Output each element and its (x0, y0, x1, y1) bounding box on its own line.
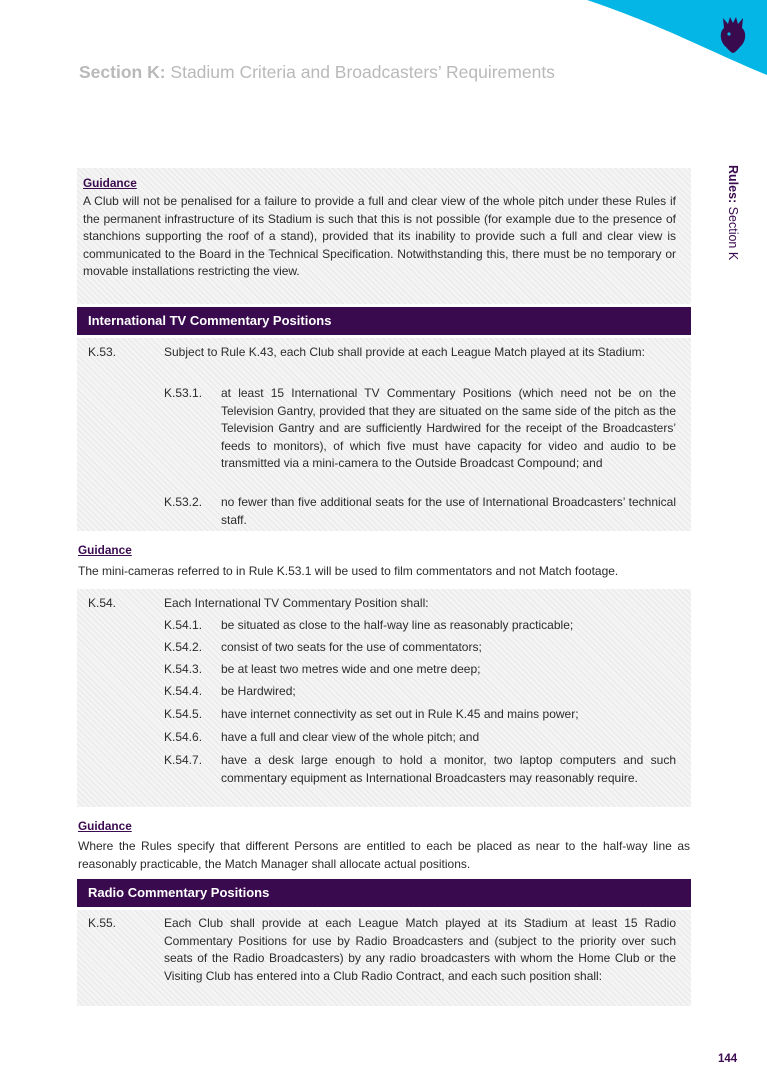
page-number: 144 (718, 1053, 738, 1065)
subrule-text: at least 15 International TV Commentary Positions (which need not be on the Television Gantry, provided that they are situated on the same side of the pitch as the Television Gantry and are sufficiently Hardwired for the receipt of the Broadcasters’ feeds to monitors), of which five must have capacity for video and audio to be transmitted via a mini-camera to the Outside Broadcast Compound; and (221, 386, 676, 470)
subrule-text: have a full and clear view of the whole pitch; and (221, 730, 480, 744)
subrule-number: K.54.7. (164, 753, 203, 767)
subrule-text: be at least two metres wide and one metre deep; (221, 662, 481, 676)
subrule-text: consist of two seats for the use of commentators; (221, 640, 482, 654)
section-name: Stadium Criteria and Broadcasters’ Requirements (165, 62, 555, 82)
subrule-number: K.53.2. (164, 495, 203, 509)
section-band-radio: Radio Commentary Positions (77, 879, 691, 907)
subrule-number: K.54.2. (164, 640, 203, 654)
subrule-number: K.54.6. (164, 730, 203, 744)
rule-number: K.53. (88, 345, 117, 359)
guidance-heading: Guidance (78, 543, 132, 557)
lion-crest-icon (717, 14, 749, 54)
guidance-text: A Club will not be penalised for a failure to provide a full and clear view of the whole pitch under these Rules if the permanent infrastructure of its Stadium is such that this is not possible (for example due to the presence of stanchions supporting the roof of a stand), provided that its inability to provide such a full and clear view is communicated to the Board in the Technical Specification. Notwithstanding this, there must be no temporary or movable installations restricting the view. (83, 194, 676, 278)
rule-text: Subject to Rule K.43, each Club shall provide at each League Match played at its Stadium: (164, 345, 645, 359)
side-label-bold: Rules: (726, 165, 740, 204)
rule-text: Each Club shall provide at each League Match played at its Stadium at least 15 Radio Commentary Positions for use by Radio Broadcasters and (subject to the priority over such seats of the Radio Broadcasters) by any radio broadcasters with whom the Home Club or the Visiting Club has entered into a Club Radio Contract, and each such position shall: (164, 916, 676, 983)
guidance-heading: Guidance (83, 176, 137, 190)
subrule-number: K.53.1. (164, 386, 203, 400)
section-prefix: Section K: (79, 62, 166, 82)
subrule-text: have internet connectivity as set out in Rule K.45 and mains power; (221, 707, 579, 721)
subrule-number: K.54.5. (164, 707, 203, 721)
section-band-international-tv: International TV Commentary Positions (77, 307, 691, 335)
guidance-heading: Guidance (78, 819, 132, 833)
subrule-text: be situated as close to the half-way line as reasonably practicable; (221, 618, 574, 632)
subrule-number: K.54.3. (164, 662, 203, 676)
side-label-text: Section K (726, 203, 740, 261)
rule-number: K.55. (88, 916, 117, 930)
rule-number: K.54. (88, 596, 117, 610)
section-title (79, 62, 555, 83)
subrule-number: K.54.4. (164, 684, 203, 698)
side-section-label (726, 165, 740, 260)
subrule-text: have a desk large enough to hold a monitor, two laptop computers and such commentary equipment as International Broadcasters may reasonably require. (221, 753, 676, 785)
guidance-text: The mini-cameras referred to in Rule K.53.1 will be used to film commentators and not Match footage. (78, 564, 619, 578)
guidance-text: Where the Rules specify that different Persons are entitled to each be placed as near to the half-way line as reasonably practicable, the Match Manager shall allocate actual positions. (78, 839, 690, 871)
subrule-number: K.54.1. (164, 618, 203, 632)
rule-text: Each International TV Commentary Position shall: (164, 596, 429, 610)
subrule-text: no fewer than five additional seats for the use of International Broadcasters’ technical staff. (221, 495, 676, 527)
subrule-text: be Hardwired; (221, 684, 296, 698)
